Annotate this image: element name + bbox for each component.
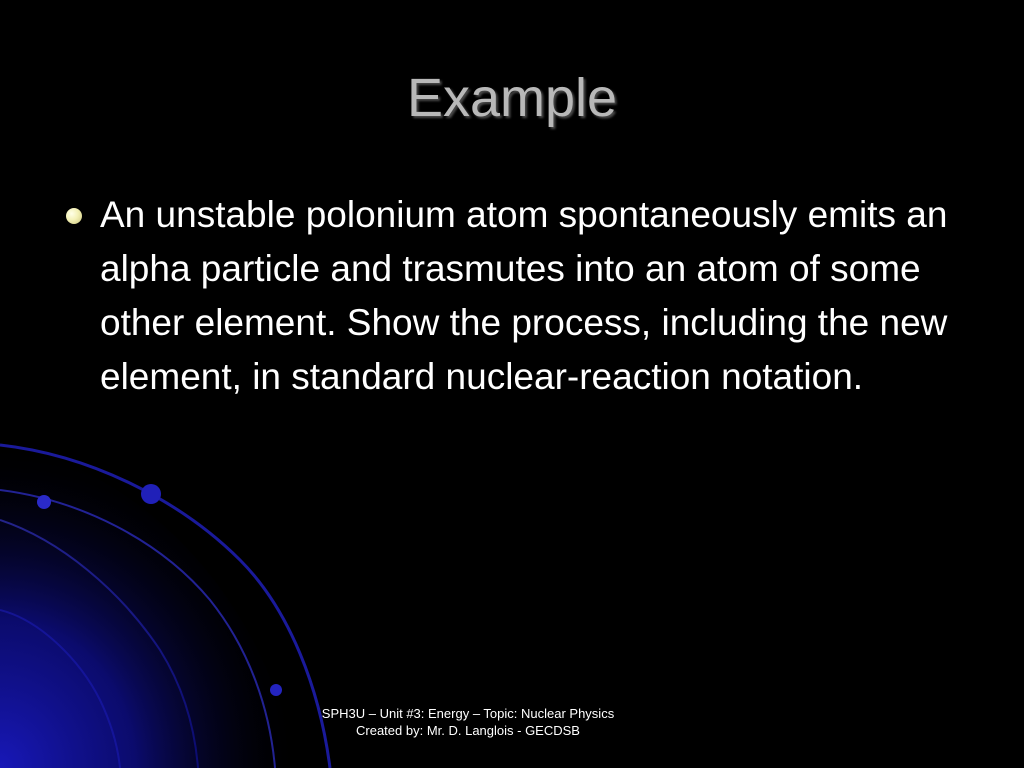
bullet-text: An unstable polonium atom spontaneously emits an alpha particle and trasmutes into an atom of some other element. Show the process, including the new element, in standard nuclear-reaction notation. [100, 194, 948, 397]
bullet-list [62, 188, 962, 404]
bullet-item [62, 188, 962, 404]
slide-footer [268, 705, 668, 739]
footer-course-line: SPH3U – Unit #3: Energy – Topic: Nuclear Physics [321, 706, 615, 721]
footer-author-line: Created by: Mr. D. Langlois - GECDSB [356, 723, 580, 738]
bullet-dot-icon [66, 208, 82, 224]
slide-title: Example [406, 68, 618, 128]
